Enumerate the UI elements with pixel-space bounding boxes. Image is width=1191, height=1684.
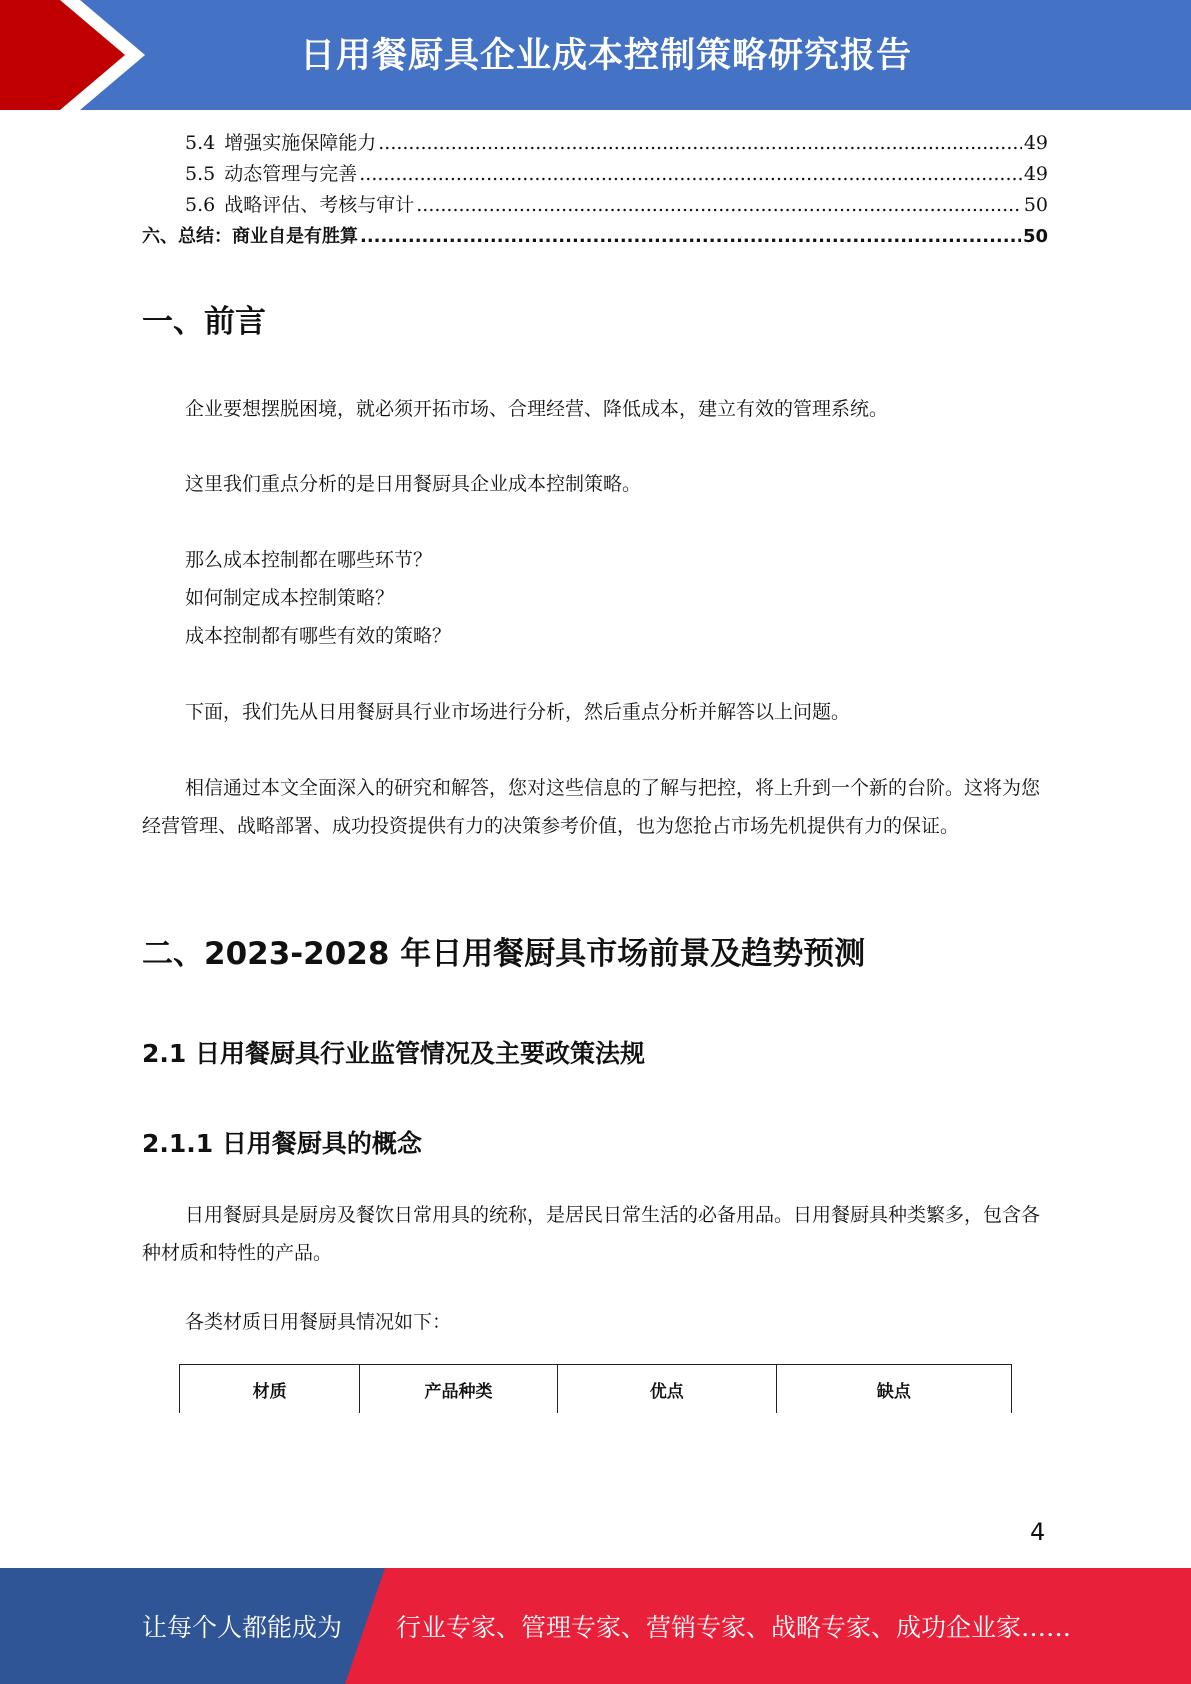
subsection-heading: 2.1 日用餐厨具行业监管情况及主要政策法规 (142, 1039, 645, 1068)
table-header-cell: 材质 (180, 1365, 360, 1414)
toc-entry-title: 战略评估、考核与审计 (224, 194, 415, 216)
paragraph: 相信通过本文全面深入的研究和解答，您对这些信息的了解与把控，将上升到一个新的台阶。这将为您经营管理、战略部署、成功投资提供有力的决策参考价值，也为您抢占市场先机提供有力的保证。 (142, 777, 1041, 837)
paragraph: 各类材质日用餐厨具情况如下： (185, 1311, 452, 1333)
toc-entry-page: 49 (1023, 132, 1048, 154)
toc-entry[interactable] (142, 221, 1048, 252)
toc-dot-leader (416, 190, 1022, 221)
header-banner (0, 0, 1191, 110)
table-header-cell: 缺点 (776, 1365, 1011, 1414)
question-line: 如何制定成本控制策略？ (185, 587, 395, 609)
toc-entry-number: 5.5 (185, 163, 216, 185)
paragraph: 日用餐厨具是厨房及餐饮日常用具的统称，是居民日常生活的必备用品。日用餐厨具种类繁多，包含各种材质和特性的产品。 (142, 1204, 1041, 1264)
toc-dot-leader (360, 221, 1021, 252)
paragraph: 企业要想摆脱困境，就必须开拓市场、合理经营、降低成本，建立有效的管理系统。 (185, 398, 889, 420)
page-number: 4 (1030, 1518, 1046, 1546)
toc-entry-number: 5.4 (185, 132, 216, 154)
paragraph: 下面，我们先从日用餐厨具行业市场进行分析，然后重点分析并解答以上问题。 (185, 701, 851, 723)
toc-entry-page: 49 (1023, 163, 1048, 185)
materials-table (179, 1364, 1012, 1413)
toc-dot-leader (378, 128, 1022, 159)
question-line: 成本控制都有哪些有效的策略？ (185, 625, 452, 647)
table-header-row (180, 1365, 1012, 1414)
toc-entry[interactable] (142, 190, 1048, 221)
toc-entry[interactable] (142, 128, 1048, 159)
footer-slogan-right: 行业专家、管理专家、营销专家、战略专家、成功企业家…… (396, 1613, 1072, 1642)
toc-dot-leader (359, 159, 1022, 190)
toc-entry-number: 5.6 (185, 194, 216, 216)
toc-entry-title: 六、总结：商业自是有胜算 (142, 226, 358, 247)
section-heading-preface: 一、前言 (142, 304, 266, 340)
paragraph: 这里我们重点分析的是日用餐厨具企业成本控制策略。 (185, 473, 642, 495)
footer-slogan-left: 让每个人都能成为 (142, 1613, 343, 1642)
table-header-cell: 优点 (557, 1365, 776, 1414)
toc-entry[interactable] (142, 159, 1048, 190)
subsection-heading: 2.1.1 日用餐厨具的概念 (142, 1129, 422, 1158)
toc-entry-page: 50 (1023, 194, 1048, 216)
toc-entry-title: 增强实施保障能力 (224, 132, 377, 154)
footer-banner (0, 1568, 1191, 1684)
question-line: 那么成本控制都在哪些环节？ (185, 549, 433, 571)
toc-entry-title: 动态管理与完善 (224, 163, 358, 185)
toc-entry-page: 50 (1022, 226, 1048, 247)
table-of-contents (142, 128, 1048, 252)
table-header-cell: 产品种类 (360, 1365, 557, 1414)
section-heading-market-outlook: 二、2023-2028 年日用餐厨具市场前景及趋势预测 (142, 936, 866, 972)
report-title: 日用餐厨具企业成本控制策略研究报告 (300, 36, 913, 76)
